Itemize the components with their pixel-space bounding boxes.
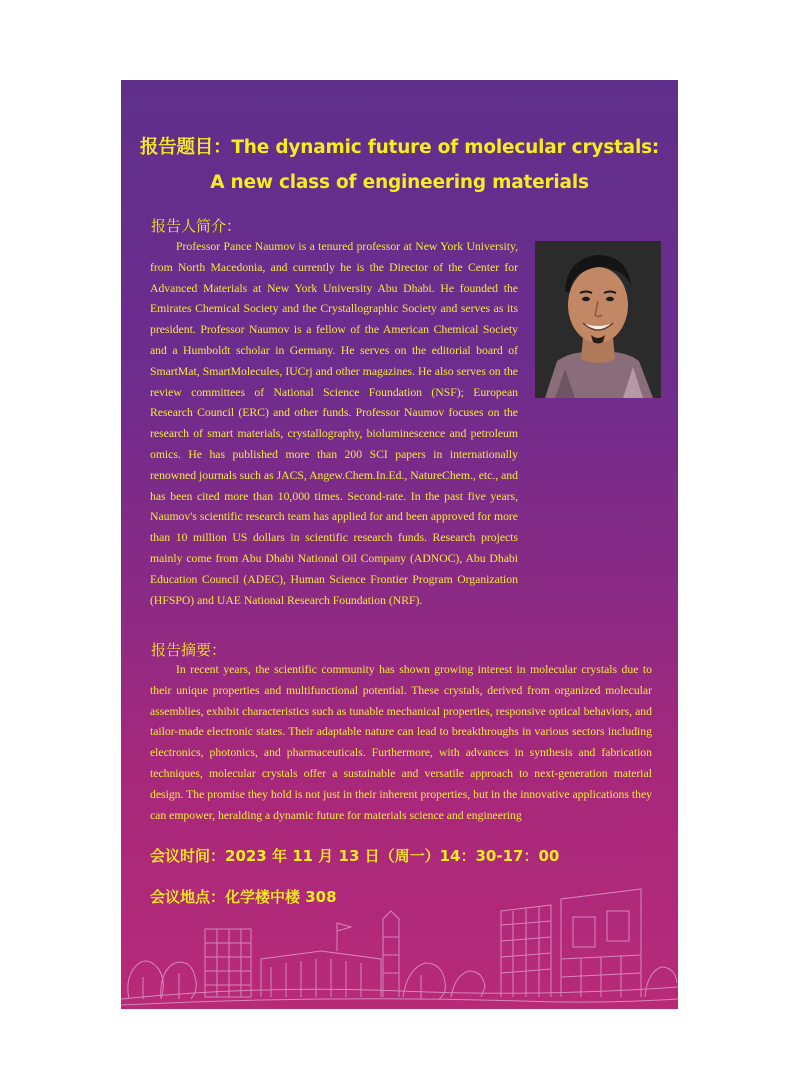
meeting-place: 会议地点：化学楼中楼 308 <box>150 888 337 906</box>
speaker-portrait-image <box>535 241 661 398</box>
abstract-text: In recent years, the scientific community has shown growing interest in molecular crystals due to their unique properties and multifunctional potential. These crystals, derived from organized molecular assemblies, exhibit characteristics such as tunable mechanical properties, responsive optical behaviors, and tailor-made electronic states. Their adaptable nature can lead to breakthroughs in various sectors including electronics, photonics, and pharmaceuticals. Furthermore, with advances in synthesis and fabrication techniques, molecular crystals offer a sustainable and versatile approach to next-generation material design. The promise they hold is not just in their inherent properties, but in the innovative applications they can empower, heralding a dynamic future for materials science and engineering <box>150 663 652 822</box>
speaker-photo <box>535 241 661 398</box>
talk-title-line-2: A new class of engineering materials <box>210 172 589 193</box>
abstract-heading: 报告摘要： <box>151 641 227 659</box>
speaker-heading: 报告人简介： <box>151 217 242 235</box>
meeting-time: 会议时间：2023 年 11 月 13 日（周一）14：30-17：00 <box>150 847 560 865</box>
campus-skyline-illustration <box>121 859 678 1009</box>
poster <box>121 80 678 1009</box>
speaker-bio: Professor Pance Naumov is a tenured professor at New York University, from North Macedonia, and currently he is the Director of the Center for Advanced Materials at New York University Abu Dhabi. He founded the Emirates Chemical Society and the Crystallographic Society and serves as its president. Professor Naumov is a fellow of the American Chemical Society and a Humboldt scholar in Germany. He serves on the editorial board of SmartMat, SmartMolecules, IUCrj and other magazines. He also serves on the review committees of National Science Foundation (NSF); European Research Council (ERC) and other funds. Professor Naumov focuses on the research of smart materials, crystallography, bioluminescence and petroleum omics. He has published more than 200 SCI papers in internationally renowned journals such as JACS, Angew.Chem.In.Ed., NatureChem., etc., and has been cited more than 10,000 times. Second-rate. In the past five years, Naumov's scientific research team has applied for and been approved for more than 10 million US dollars in scientific research funds. Research projects mainly come from Abu Dhabi National Oil Company (ADNOC), Abu Dhabi Education Council (ADEC), Human Science Frontier Program Organization (HFSPO) and UAE National Research Foundation (NRF). <box>150 240 518 607</box>
talk-title-line-1: 报告题目：The dynamic future of molecular crystals: <box>139 137 660 158</box>
